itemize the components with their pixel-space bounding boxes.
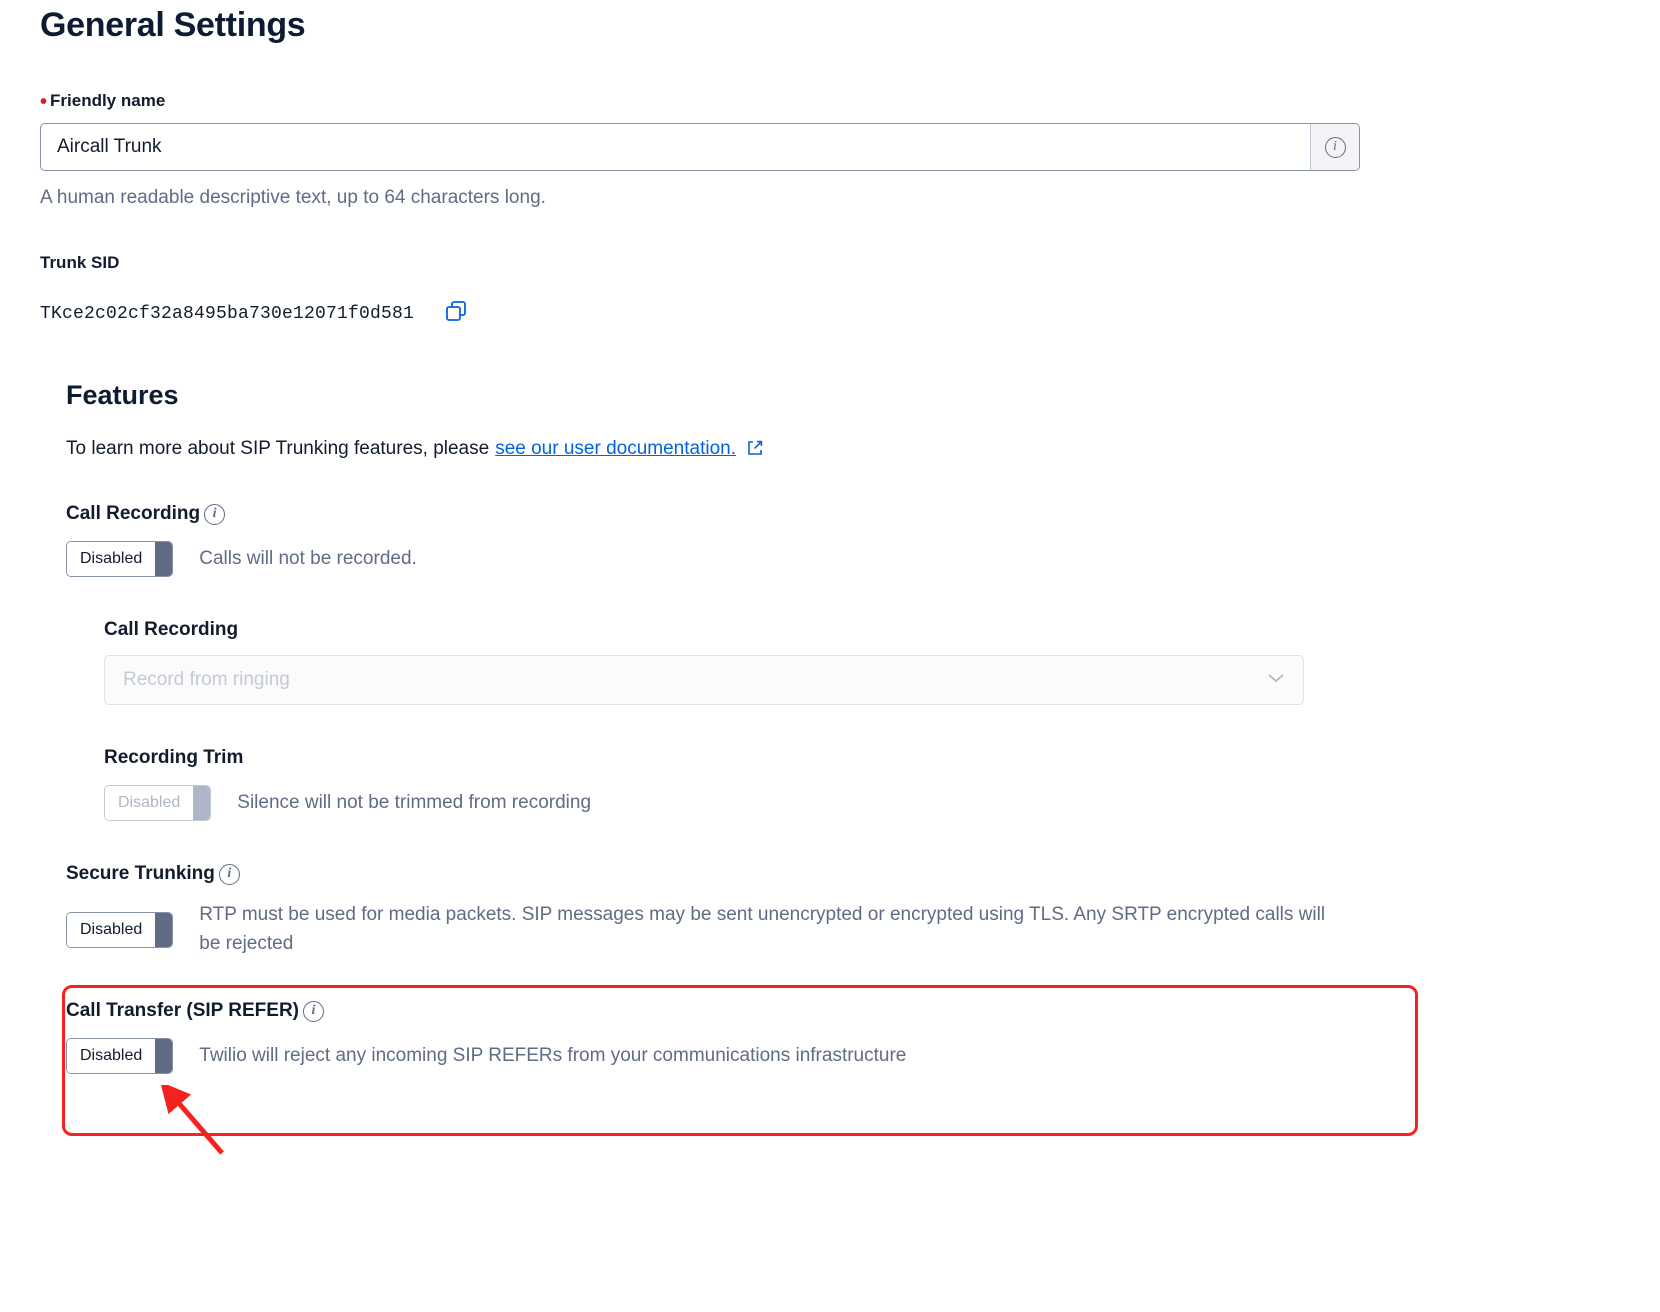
call-transfer-toggle[interactable] bbox=[66, 1038, 173, 1074]
recording-trim-toggle[interactable] bbox=[104, 785, 211, 821]
call-recording-label bbox=[66, 503, 1620, 525]
call-transfer-toggle-row bbox=[66, 1038, 1620, 1074]
annotation-arrow bbox=[160, 1085, 240, 1160]
secure-trunking-label-text: Secure Trunking bbox=[66, 863, 215, 884]
friendly-name-input[interactable] bbox=[41, 124, 1310, 170]
secure-trunking-toggle-label: Disabled bbox=[67, 913, 155, 947]
recording-trim-status-text: Silence will not be trimmed from recording bbox=[237, 792, 592, 813]
features-section bbox=[40, 380, 1620, 1074]
info-icon[interactable]: i bbox=[303, 1001, 324, 1022]
secure-trunking-status-text: RTP must be used for media packets. SIP messages may be sent unencrypted or encrypted using TLS. Any SRTP encrypted calls will be rejected bbox=[199, 904, 1326, 954]
user-documentation-link[interactable]: see our user documentation. bbox=[495, 438, 736, 459]
call-recording-toggle-row bbox=[66, 541, 1620, 577]
info-icon[interactable]: i bbox=[219, 864, 240, 885]
recording-trim-toggle-row bbox=[104, 785, 1620, 821]
chevron-down-icon bbox=[1267, 671, 1285, 689]
friendly-name-label-text: Friendly name bbox=[50, 91, 166, 110]
call-recording-label-text: Call Recording bbox=[66, 503, 201, 524]
recording-trim-label: Recording Trim bbox=[104, 747, 244, 768]
secure-trunking-label bbox=[66, 863, 1620, 885]
call-transfer-status-text: Twilio will reject any incoming SIP REFERs from your communications infrastructure bbox=[199, 1045, 907, 1066]
call-recording-select-value: Record from ringing bbox=[123, 669, 290, 690]
toggle-knob bbox=[193, 786, 210, 820]
call-recording-status-text: Calls will not be recorded. bbox=[199, 548, 417, 569]
trunk-sid-row bbox=[40, 299, 1620, 328]
call-transfer-label-text: Call Transfer (SIP REFER) bbox=[66, 1000, 299, 1021]
required-marker: • bbox=[40, 91, 48, 113]
features-description-text: To learn more about SIP Trunking features, please bbox=[66, 438, 490, 459]
call-transfer-toggle-label: Disabled bbox=[67, 1039, 155, 1073]
info-icon[interactable]: i bbox=[204, 504, 225, 525]
trunk-sid-value: TKce2c02cf32a8495ba730e12071f0d581 bbox=[40, 303, 415, 324]
friendly-name-helper-text: A human readable descriptive text, up to 64 characters long. bbox=[40, 187, 546, 208]
call-recording-toggle-label: Disabled bbox=[67, 542, 155, 576]
recording-trim-toggle-label: Disabled bbox=[105, 786, 193, 820]
external-link-icon[interactable] bbox=[746, 439, 764, 463]
friendly-name-input-wrapper[interactable] bbox=[40, 123, 1360, 171]
info-icon: i bbox=[1325, 137, 1346, 158]
call-recording-toggle[interactable] bbox=[66, 541, 173, 577]
friendly-name-info-button[interactable] bbox=[1310, 124, 1359, 170]
features-title: Features bbox=[66, 380, 179, 410]
copy-icon[interactable] bbox=[444, 299, 468, 328]
secure-trunking-toggle-row bbox=[66, 901, 1620, 958]
friendly-name-label bbox=[40, 91, 1620, 111]
call-recording-select-label: Call Recording bbox=[104, 619, 239, 640]
toggle-knob bbox=[155, 542, 172, 576]
call-transfer-label bbox=[66, 1000, 1620, 1022]
trunk-sid-label: Trunk SID bbox=[40, 253, 120, 272]
call-recording-select[interactable] bbox=[104, 655, 1304, 705]
call-recording-nested-group bbox=[66, 619, 1620, 821]
secure-trunking-toggle[interactable] bbox=[66, 912, 173, 948]
toggle-knob bbox=[155, 913, 172, 947]
toggle-knob bbox=[155, 1039, 172, 1073]
features-description bbox=[66, 437, 1620, 461]
page-title: General Settings bbox=[40, 6, 306, 44]
